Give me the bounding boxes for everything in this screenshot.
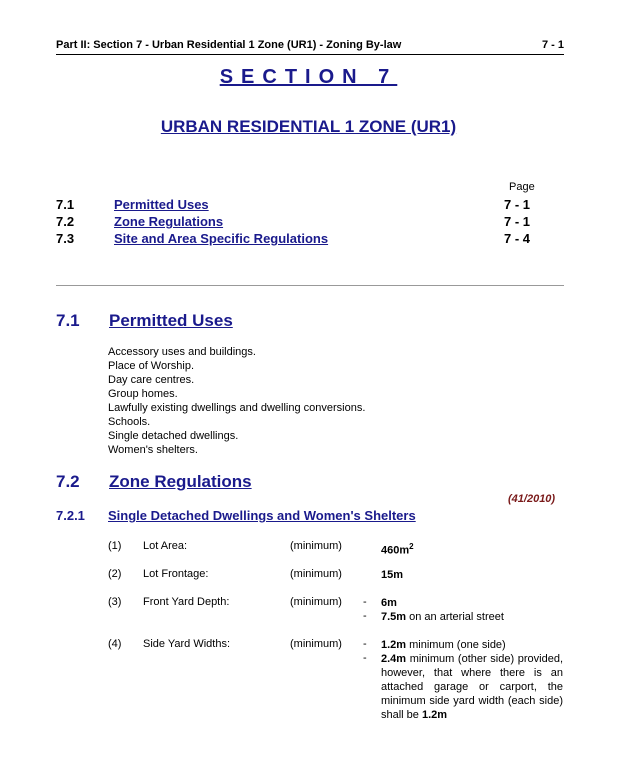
regulation-qualifier: (minimum)	[290, 638, 342, 650]
regulation-value: 1.2m minimum (one side)	[381, 639, 506, 651]
toc-number: 7.1	[56, 197, 75, 212]
zone-title: URBAN RESIDENTIAL 1 ZONE (UR1)	[160, 117, 457, 136]
toc-page: 7 - 4	[504, 231, 531, 246]
heading-number: 7.1	[56, 311, 80, 330]
header-rule	[56, 54, 564, 55]
list-item: Place of Worship.	[108, 360, 195, 372]
regulation-qualifier: (minimum)	[290, 568, 342, 580]
subheading-title: Single Detached Dwellings and Women's Shelters	[108, 508, 416, 523]
toc-page: 7 - 1	[504, 197, 531, 212]
toc-link-permitted-uses[interactable]: Permitted Uses	[114, 197, 209, 212]
running-header-page: 7 - 1	[541, 39, 564, 51]
running-header	[56, 39, 564, 51]
regulation-number: (1)	[108, 540, 122, 552]
regulation-value: 6m	[381, 597, 397, 609]
subheading-number: 7.2.1	[56, 508, 85, 523]
amendment-reference: (41/2010)	[508, 493, 556, 505]
regulation-number: (2)	[108, 568, 122, 580]
regulation-value-alt: 2.4m minimum (other side) provided, however, that where there is an attached garage or carport, the minimum side yard width (each side) shall be 1.2m	[381, 653, 563, 721]
permitted-uses-list	[108, 345, 365, 457]
regulation-label: Side Yard Widths:	[143, 638, 231, 650]
regulation-value: 15m	[381, 569, 404, 581]
toc-page: 7 - 1	[504, 214, 531, 229]
list-item: Single detached dwellings.	[108, 430, 239, 442]
regulation-qualifier: (minimum)	[290, 596, 342, 608]
regulation-value-alt: 7.5m on an arterial street	[381, 611, 504, 623]
regulation-label: Lot Area:	[143, 540, 188, 552]
list-item: Lawfully existing dwellings and dwelling conversions.	[108, 402, 366, 414]
divider	[56, 285, 564, 286]
section-title: SECTION 7	[219, 66, 398, 88]
toc-link-site-specific[interactable]: Site and Area Specific Regulations	[114, 231, 329, 246]
heading-number: 7.2	[56, 472, 80, 491]
table-of-contents	[56, 196, 536, 247]
bullet-dash: -	[363, 638, 367, 650]
list-item: Group homes.	[108, 388, 178, 400]
heading-title: Zone Regulations	[109, 472, 252, 491]
bullet-dash: -	[363, 610, 367, 622]
list-item: Day care centres.	[108, 374, 195, 386]
list-item: Schools.	[108, 416, 151, 428]
regulation-qualifier: (minimum)	[290, 540, 342, 552]
regulation-label: Front Yard Depth:	[143, 596, 230, 608]
running-header-title: Part II: Section 7 - Urban Residential 1 Zone (UR1) - Zoning By-law	[56, 39, 402, 51]
list-item: Accessory uses and buildings.	[108, 346, 256, 358]
list-item: Women's shelters.	[108, 444, 198, 456]
regulation-number: (4)	[108, 638, 122, 650]
toc-row	[56, 230, 536, 247]
toc-number: 7.3	[56, 231, 75, 246]
heading-title: Permitted Uses	[109, 311, 233, 330]
toc-row	[56, 213, 536, 230]
regulation-number: (3)	[108, 596, 122, 608]
bullet-dash: -	[363, 652, 367, 664]
toc-page-label: Page	[509, 181, 535, 193]
toc-number: 7.2	[56, 214, 75, 229]
toc-row	[56, 196, 536, 213]
toc-link-zone-regulations[interactable]: Zone Regulations	[114, 214, 224, 229]
regulation-value: $460m^2$	[381, 542, 414, 557]
bullet-dash: -	[363, 596, 367, 608]
regulation-label: Lot Frontage:	[143, 568, 209, 580]
